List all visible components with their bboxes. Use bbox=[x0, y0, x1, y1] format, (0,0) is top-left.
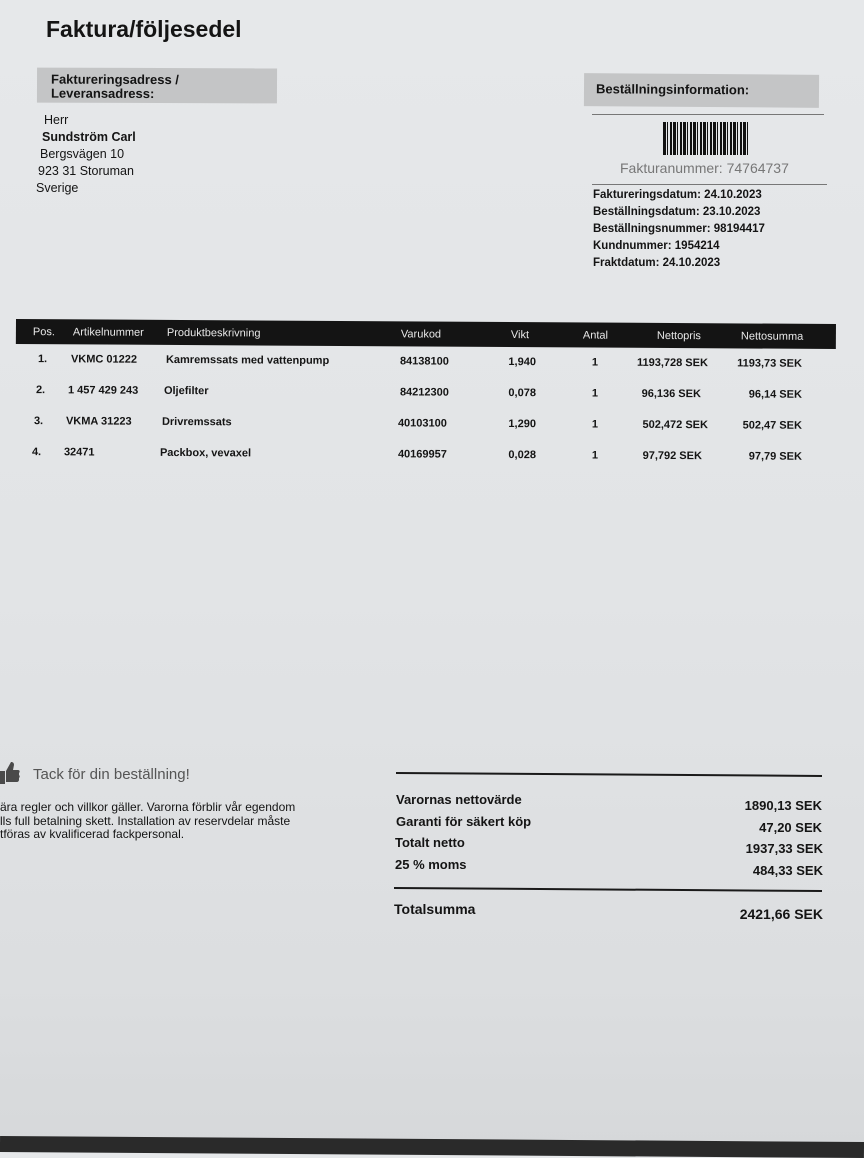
cell-article: VKMC 01222 bbox=[70, 353, 138, 366]
country: Sverige bbox=[36, 181, 79, 195]
cell-weight: 1,940 bbox=[508, 356, 536, 369]
col-pos: Pos. bbox=[32, 326, 55, 339]
cell-code: 40103100 bbox=[397, 417, 447, 430]
cell-qty: 1 bbox=[591, 356, 599, 369]
table-row bbox=[16, 384, 836, 409]
cell-article: 1 457 429 243 bbox=[67, 384, 139, 397]
thanks-heading: Tack för din beställning! bbox=[33, 766, 190, 783]
table-row bbox=[16, 446, 836, 471]
bottom-edge-bar bbox=[0, 1136, 864, 1158]
terms-line: tföras av kvalificerad fackpersonal. bbox=[0, 827, 185, 841]
cell-qty: 1 bbox=[591, 418, 599, 431]
address-heading-line1: Faktureringsadress / bbox=[50, 71, 179, 88]
address-block bbox=[38, 112, 136, 197]
vat-label: 25 % moms bbox=[395, 857, 467, 872]
cell-description: Kamremssats med vattenpump bbox=[165, 353, 330, 367]
col-price: Nettopris bbox=[656, 329, 701, 343]
terms-line: lls full betalning skett. Installation av reservdelar måste bbox=[0, 813, 291, 828]
cell-sum: 96,14 SEK bbox=[748, 388, 802, 401]
cell-sum: 1193,73 SEK bbox=[737, 357, 802, 370]
cell-code: 40169957 bbox=[397, 448, 447, 461]
customer-number: Kundnummer: 1954214 bbox=[593, 240, 720, 252]
net-value-label: Varornas nettovärde bbox=[396, 792, 522, 807]
cell-pos: 3. bbox=[33, 415, 44, 428]
page-title: Faktura/följesedel bbox=[46, 16, 242, 42]
col-weight: Vikt bbox=[510, 329, 530, 342]
cell-description: Packbox, vevaxel bbox=[159, 446, 252, 460]
address-heading-line2: Leveransadress: bbox=[50, 85, 155, 101]
col-article: Artikelnummer bbox=[72, 326, 144, 339]
table-header bbox=[16, 319, 836, 349]
street: Bergsvägen 10 bbox=[40, 147, 125, 161]
cell-sum: 97,79 SEK bbox=[748, 450, 802, 463]
thumbs-up-icon bbox=[0, 761, 20, 785]
total-net-label: Totalt netto bbox=[395, 835, 465, 850]
col-description: Produktbeskrivning bbox=[166, 326, 261, 340]
divider bbox=[592, 114, 824, 115]
cell-price: 96,136 SEK bbox=[641, 387, 701, 401]
invoice-date: Faktureringsdatum: 24.10.2023 bbox=[593, 189, 762, 201]
total-net-value: 1937,33 SEK bbox=[745, 841, 823, 856]
cell-qty: 1 bbox=[591, 387, 599, 400]
order-number: Beställningsnummer: 98194417 bbox=[593, 223, 765, 235]
cell-code: 84212300 bbox=[399, 386, 449, 399]
cell-weight: 0,078 bbox=[508, 387, 536, 400]
divider bbox=[592, 184, 827, 185]
barcode bbox=[663, 122, 749, 155]
col-code: Varukod bbox=[400, 328, 442, 341]
customer-name: Sundström Carl bbox=[42, 130, 136, 144]
table-row bbox=[16, 353, 836, 378]
cell-code: 84138100 bbox=[399, 355, 449, 368]
order-info-lines bbox=[593, 187, 765, 272]
cell-qty: 1 bbox=[591, 449, 599, 462]
city: 923 31 Storuman bbox=[38, 164, 134, 178]
cell-price: 502,472 SEK bbox=[642, 418, 708, 432]
cell-description: Drivremssats bbox=[161, 415, 232, 429]
grand-total-value: 2421,66 SEK bbox=[739, 906, 823, 922]
cell-article: 32471 bbox=[63, 446, 95, 459]
net-value: 1890,13 SEK bbox=[744, 798, 822, 813]
terms-text bbox=[0, 801, 295, 842]
cell-price: 97,792 SEK bbox=[642, 449, 702, 463]
guarantee-value: 47,20 SEK bbox=[759, 820, 822, 835]
cell-pos: 1. bbox=[37, 353, 48, 366]
cell-description: Oljefilter bbox=[163, 384, 209, 398]
cell-pos: 2. bbox=[35, 384, 46, 397]
terms-line: ära regler och villkor gäller. Varorna förblir vår egendom bbox=[0, 800, 296, 814]
cell-weight: 0,028 bbox=[508, 449, 536, 462]
cell-sum: 502,47 SEK bbox=[742, 419, 802, 432]
table-row bbox=[16, 415, 836, 440]
grand-total-label: Totalsumma bbox=[394, 901, 476, 917]
vat-value: 484,33 SEK bbox=[752, 863, 823, 878]
order-info-heading-text: Beställningsinformation: bbox=[595, 81, 750, 98]
address-heading bbox=[37, 68, 277, 104]
invoice-number: Fakturanummer: 74764737 bbox=[620, 160, 789, 176]
order-info-heading bbox=[584, 73, 819, 108]
totals-bottom-rule bbox=[394, 887, 822, 892]
guarantee-label: Garanti för säkert köp bbox=[396, 814, 532, 829]
cell-weight: 1,290 bbox=[508, 418, 536, 431]
cell-price: 1193,728 SEK bbox=[636, 356, 708, 370]
col-sum: Nettosumma bbox=[740, 330, 804, 343]
order-date: Beställningsdatum: 23.10.2023 bbox=[593, 206, 761, 218]
shipping-date: Fraktdatum: 24.10.2023 bbox=[593, 257, 721, 269]
salutation: Herr bbox=[44, 113, 69, 127]
cell-pos: 4. bbox=[31, 446, 42, 459]
totals-top-rule bbox=[396, 772, 822, 777]
cell-article: VKMA 31223 bbox=[65, 415, 132, 428]
col-qty: Antal bbox=[582, 329, 609, 342]
